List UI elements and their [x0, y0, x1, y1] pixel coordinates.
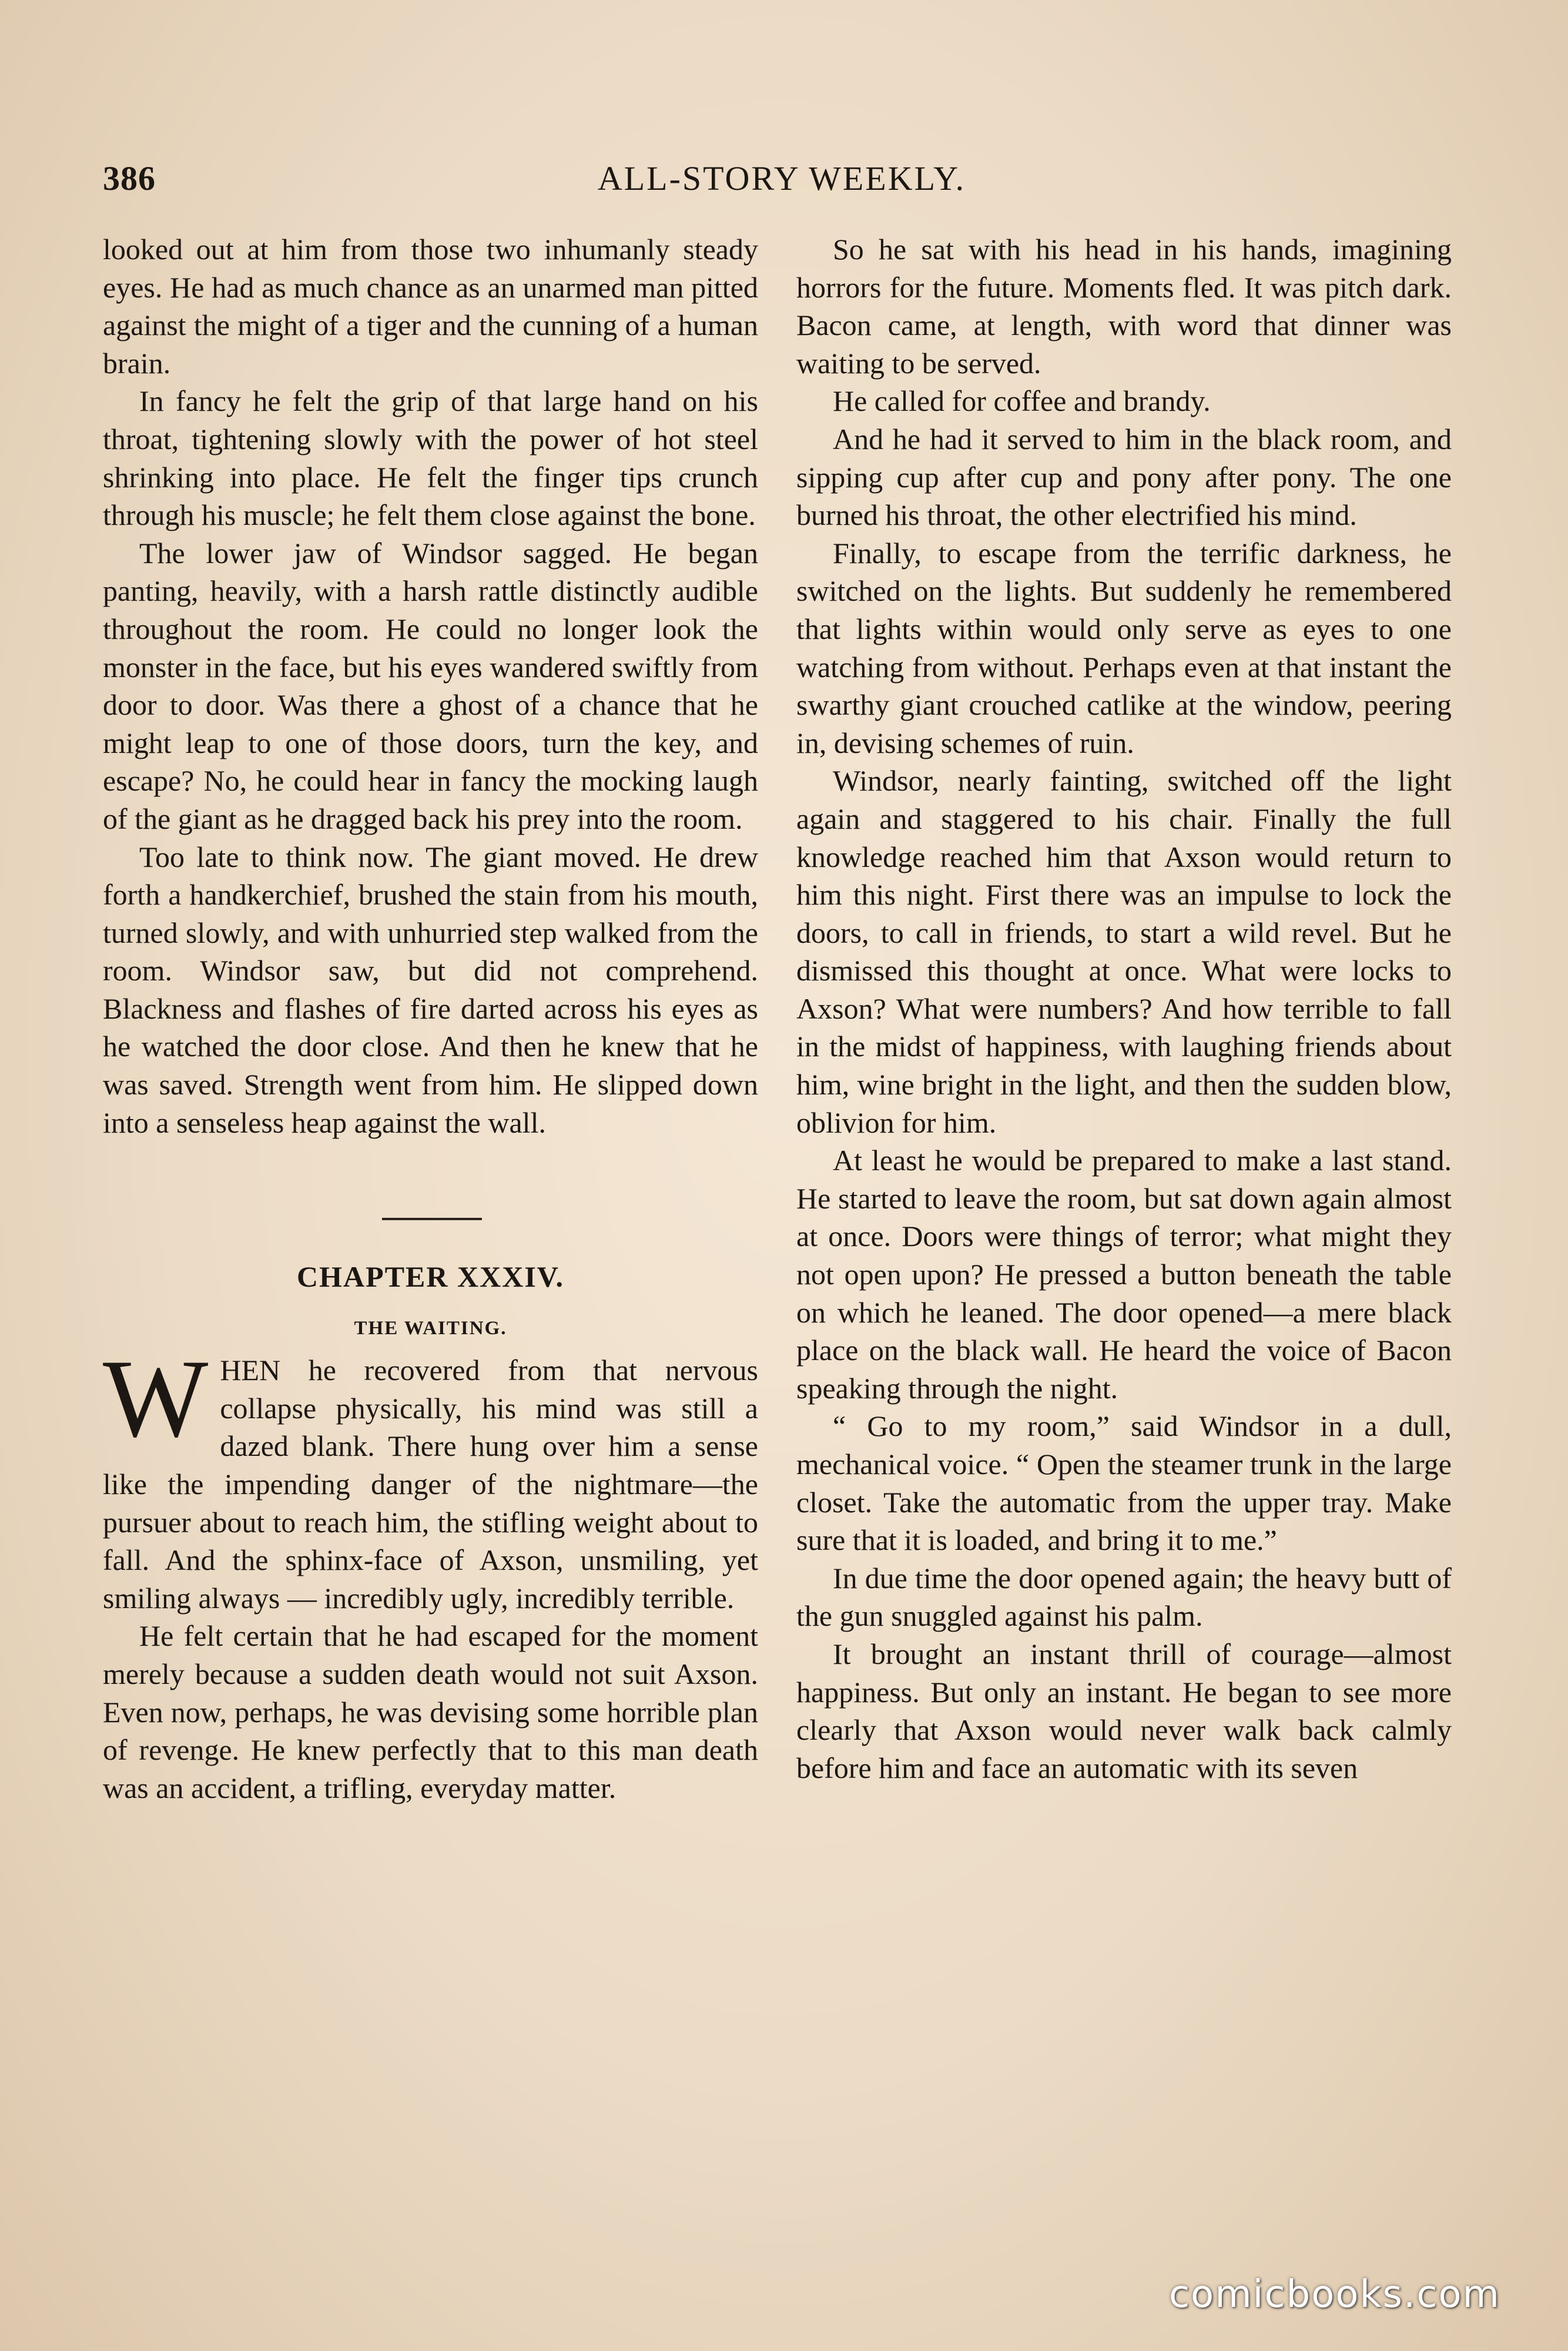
paragraph: Windsor, nearly fainting, switched off the light again and staggered to his chair. Finally the full knowledge reached him that Axson would return to him this night. First there was an impulse to lock the doors, to call in friends, to start a wild revel. But he dismissed this thought at once. What were locks to Axson? What were numbers? And how terrible to fall in the midst of happiness, with laughing friends about him, wine bright in the light, and then the sudden blow, oblivion for him.: [796, 764, 1452, 1139]
paragraph: In fancy he felt the grip of that large hand on his throat, tightening slowly with the power of hot steel shrinking into place. He felt the finger tips crunch through his muscle; he felt them close against the bone.: [103, 384, 758, 532]
page-header: [103, 159, 1460, 206]
paragraph: “ Go to my room,” said Windsor in a dull, mechanical voice. “ Open the steamer trunk in the large closet. Take the automatic from the upper tray. Make sure that it is loaded, and bring it to me.”: [796, 1409, 1452, 1557]
paragraph: Too late to think now. The giant moved. He drew forth a handkerchief, brushed the stain from his mouth, turned slowly, and with unhurried step walked from the room. Windsor saw, but did not comprehend. Blackness and flashes of fire darted across his eyes as he watched the door close. And then he knew that he was saved. Strength went from him. He slipped down into a senseless heap against the wall.: [103, 840, 758, 1139]
drop-cap: W: [103, 1337, 209, 1461]
paragraph: And he had it served to him in the black room, and sipping cup after cup and pony after pony. The one burned his throat, the other electrified his mind.: [796, 422, 1452, 532]
paragraph: The lower jaw of Windsor sagged. He began panting, heavily, with a harsh rattle distinctly audible throughout the room. He could no longer look the monster in the face, but his eyes wandered swiftly from door to door. Was there a ghost of a chance that he might leap to one of those doors, turn the key, and escape? No, he could hear in fancy the mocking laugh of the giant as he dragged back his prey into the room.: [103, 536, 758, 835]
left-column: [103, 230, 758, 1807]
paragraph: It brought an instant thrill of courage—almost happiness. But only an instant. He began to see more clearly that Axson would never walk back calmly before him and face an automatic with its seven: [796, 1637, 1452, 1784]
paragraph-text: HEN he recovered from that nervous collapse physically, his mind was still a dazed blank. There hung over him a sense like the impending danger of the nightmare—the pursuer about to reach him, the stifling weight about to fall. And the sphinx-face of Axson, unsmiling, yet smiling always — incredibly ugly, incredibly terrible.: [103, 1354, 758, 1615]
paragraph: At least he would be prepared to make a last stand. He started to leave the room, but sat down again almost at once. Doors were things of terror; what might they not open upon? He pressed a button beneath the table on which he leaned. The door opened—a mere black place on the black wall. He heard the voice of Bacon speaking through the night.: [796, 1144, 1452, 1405]
chapter-subtitle: THE WAITING.: [354, 1318, 507, 1339]
watermark-logo: comicbooks.com: [1168, 2273, 1500, 2316]
paragraph: So he sat with his head in his hands, imagining horrors for the future. Moments fled. It was pitch dark. Bacon came, at length, with word that dinner was waiting to be served.: [796, 233, 1452, 380]
chapter-title: CHAPTER XXXIV.: [297, 1260, 564, 1294]
paragraph: In due time the door opened again; the heavy butt of the gun snuggled against his palm.: [796, 1561, 1452, 1633]
paragraph: He called for coffee and brandy.: [833, 384, 1211, 418]
chapter-opening-paragraph: [103, 1337, 758, 1617]
divider-rule: [382, 1218, 482, 1220]
paragraph: Finally, to escape from the terrific darkness, he switched on the lights. But suddenly he remembered that lights within would only serve as eyes to one watching from without. Perhaps even at that instant the swarthy giant crouched catlike at the window, peering in, devising schemes of ruin.: [796, 536, 1452, 759]
section-divider: [103, 1141, 758, 1256]
running-title: ALL-STORY WEEKLY.: [597, 159, 966, 197]
right-column: [796, 230, 1452, 1787]
page-number: 386: [103, 159, 156, 197]
paragraph: looked out at him from those two inhumanly steady eyes. He had as much chance as an unarmed man pitted against the might of a tiger and the cunning of a human brain.: [103, 233, 758, 380]
paragraph: He felt certain that he had escaped for the moment merely because a sudden death would not suit Axson. Even now, perhaps, he was devising some horrible plan of revenge. He knew perfectly that to this man death was an accident, a trifling, everyday matter.: [103, 1619, 758, 1804]
